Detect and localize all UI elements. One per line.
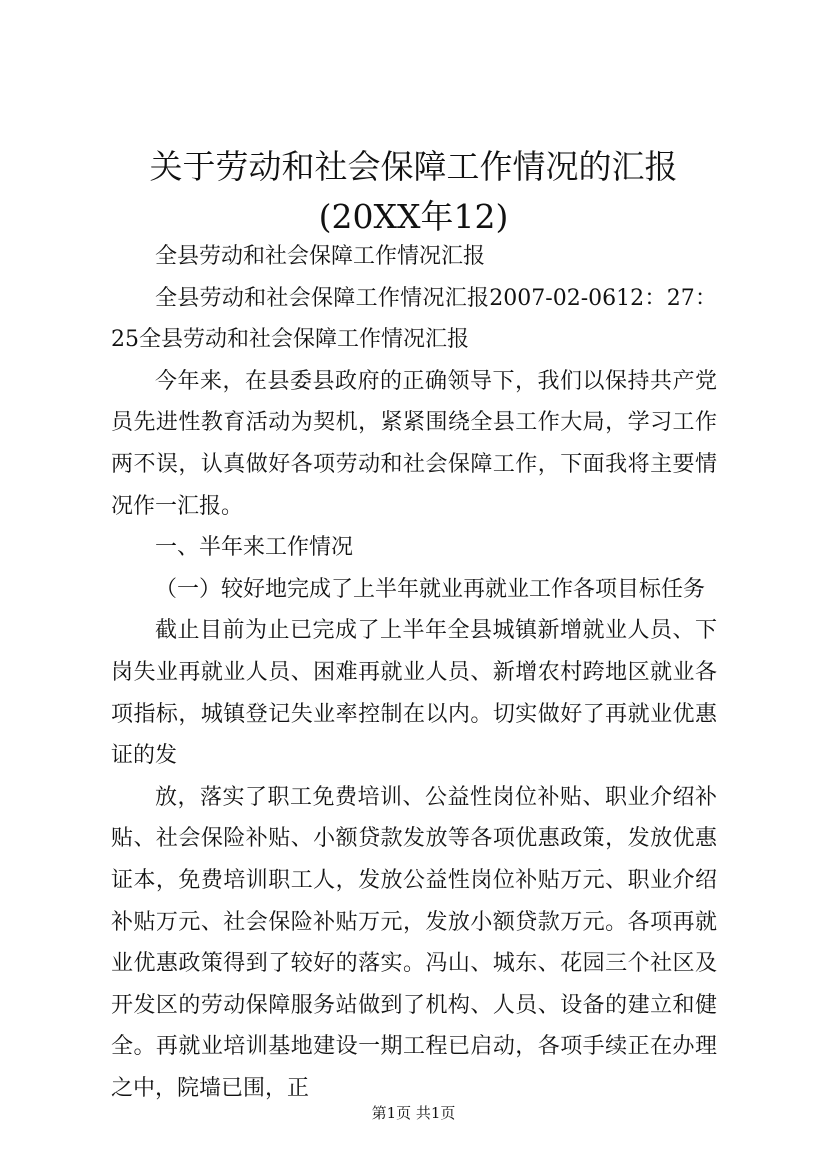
document-title: 关于劳动和社会保障工作情况的汇报(20XX年12) [149, 147, 678, 236]
paragraph-employment: 截止目前为止已完成了上半年全县城镇新增就业人员、下岗失业再就业人员、困难再就业人员、新增农村跨地区就业各项指标，城镇登记失业率控制在以内。切实做好了再就业优惠证的发 [111, 618, 717, 769]
section-heading: 一、半年来工作情况 [155, 535, 354, 561]
paragraph-policy: 放，落实了职工免费培训、公益性岗位补贴、职业介绍补贴、社会保险补贴、小额贷款发放等各项优惠政策，发放优惠证本，免费培训职工人，发放公益性岗位补贴万元、职业介绍补贴万元、社会保险补贴万元，发放小额贷款万元。各项再就业优惠政策得到了较好的落实。冯山、城东、花园三个社区及开发区的劳动保障服务站做到了机构、人员、设备的建立和健全。再就业培训基地建设一期工程已启动，各项手续正在办理之中，院墙已围，正 [111, 784, 717, 1101]
subsection-heading: （一）较好地完成了上半年就业再就业工作各项目标任务 [155, 576, 706, 602]
paragraph-intro: 今年来，在县委县政府的正确领导下，我们以保持共产党员先进性教育活动为契机，紧紧围绕全县工作大局，学习工作两不误，认真做好各项劳动和社会保障工作，下面我将主要情况作一汇报。 [111, 368, 717, 519]
document-body [111, 236, 717, 1109]
page-footer: 第1页 共1页 [371, 1104, 456, 1122]
paragraph-subtitle: 全县劳动和社会保障工作情况汇报 [155, 244, 486, 269]
paragraph-source-line: 全县劳动和社会保障工作情况汇报2007-02-0612：27：25全县劳动和社会保障工作情况汇报 [111, 285, 717, 353]
